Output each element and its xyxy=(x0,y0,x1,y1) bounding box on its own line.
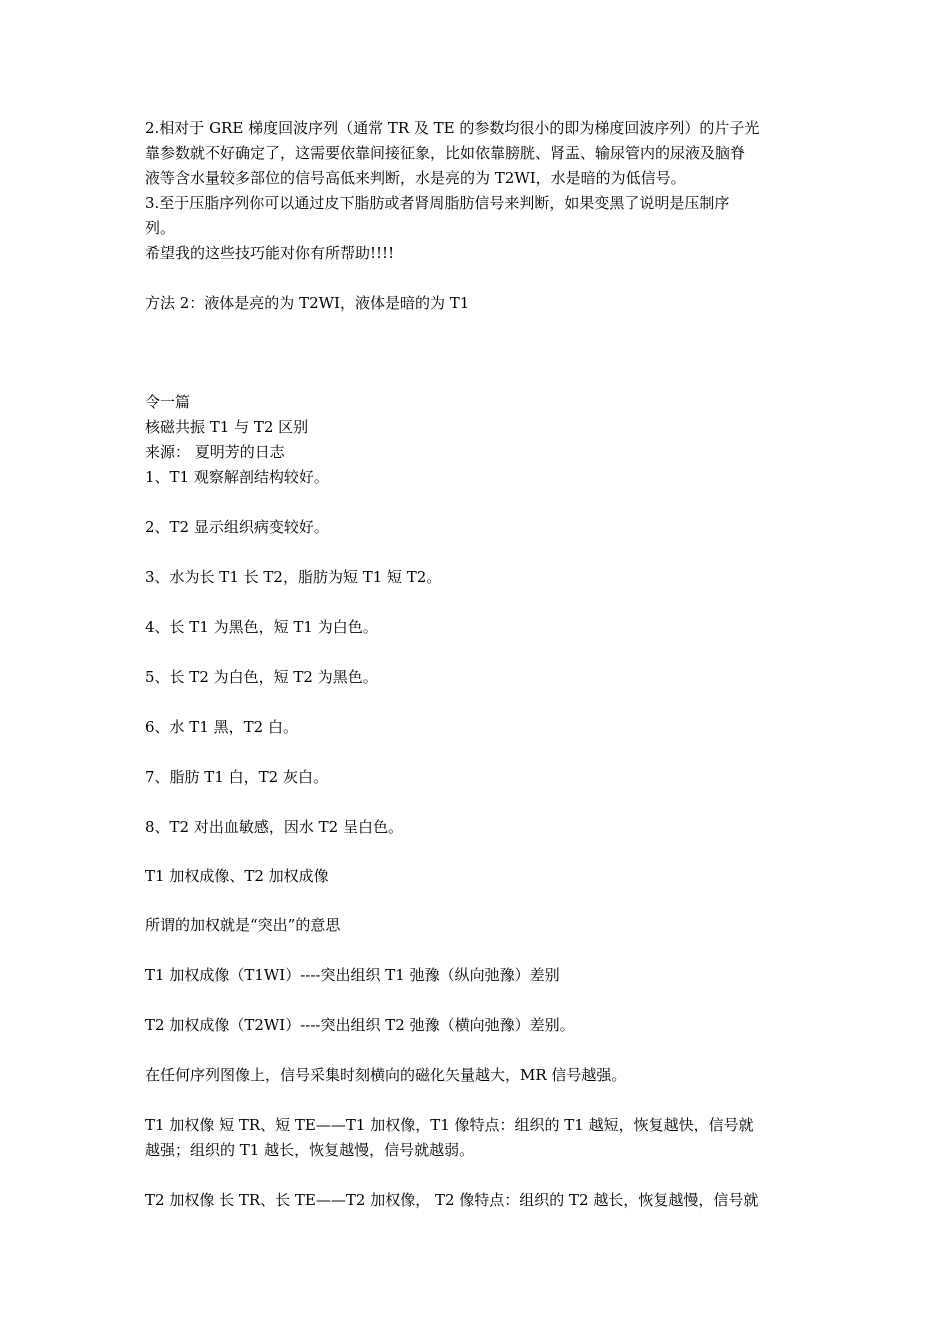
closing-remark: 希望我的这些技巧能对你有所帮助!!!! xyxy=(145,244,395,262)
t1-weighted-line-2: 越强；组织的 T1 越长，恢复越慢，信号就越弱。 xyxy=(145,1141,475,1159)
article-title: 核磁共振 T1 与 T2 区别 xyxy=(145,418,309,436)
list-item-7: 7、脂肪 T1 白，T2 灰白。 xyxy=(145,768,328,786)
t1wi-definition: T1 加权成像（T1WI）----突出组织 T1 弛豫（纵向弛豫）差别 xyxy=(145,966,560,984)
list-item-3: 3、水为长 T1 长 T2，脂肪为短 T1 短 T2。 xyxy=(145,568,442,586)
article-source: 来源： 夏明芳的日志 xyxy=(145,443,285,461)
paragraph-fat-suppression-line-2: 列。 xyxy=(145,219,176,237)
paragraph-fat-suppression-line-1: 3.至于压脂序列你可以通过皮下脂肪或者肾周脂肪信号来判断，如果变黑了说明是压制序 xyxy=(145,194,730,212)
section-heading-another: 令一篇 xyxy=(145,393,191,411)
weighted-imaging-heading: T1 加权成像、T2 加权成像 xyxy=(145,867,329,885)
weighting-definition: 所谓的加权就是“突出”的意思 xyxy=(145,916,341,934)
paragraph-gre-line-2: 靠参数就不好确定了，这需要依靠间接征象，比如依靠膀胱、肾盂、输尿管内的尿液及脑脊 xyxy=(145,144,746,162)
list-item-4: 4、长 T1 为黑色，短 T1 为白色。 xyxy=(145,618,378,636)
list-item-6: 6、水 T1 黑，T2 白。 xyxy=(145,718,298,736)
paragraph-gre-line-3: 液等含水量较多部位的信号高低来判断，水是亮的为 T2WI，水是暗的为低信号。 xyxy=(145,169,686,187)
t1-weighted-line-1: T1 加权像 短 TR、短 TE——T1 加权像，T1 像特点：组织的 T1 越短，恢复越快，信号就 xyxy=(145,1116,754,1134)
t2wi-definition: T2 加权成像（T2WI）----突出组织 T2 弛豫（横向弛豫）差别。 xyxy=(145,1016,575,1034)
list-item-2: 2、T2 显示组织病变较好。 xyxy=(145,518,329,536)
list-item-8: 8、T2 对出血敏感，因水 T2 呈白色。 xyxy=(145,818,403,836)
list-item-5: 5、长 T2 为白色，短 T2 为黑色。 xyxy=(145,668,378,686)
signal-strength-statement: 在任何序列图像上，信号采集时刻横向的磁化矢量越大，MR 信号越强。 xyxy=(145,1066,627,1084)
list-item-1: 1、T1 观察解剖结构较好。 xyxy=(145,468,329,486)
paragraph-gre-line-1: 2.相对于 GRE 梯度回波序列（通常 TR 及 TE 的参数均很小的即为梯度回波序列）的片子光 xyxy=(145,119,760,137)
method-2-line: 方法 2：液体是亮的为 T2WI，液体是暗的为 T1 xyxy=(145,294,470,312)
t2-weighted-line-1: T2 加权像 长 TR、长 TE——T2 加权像， T2 像特点：组织的 T2 越长，恢复越慢，信号就 xyxy=(145,1191,759,1209)
